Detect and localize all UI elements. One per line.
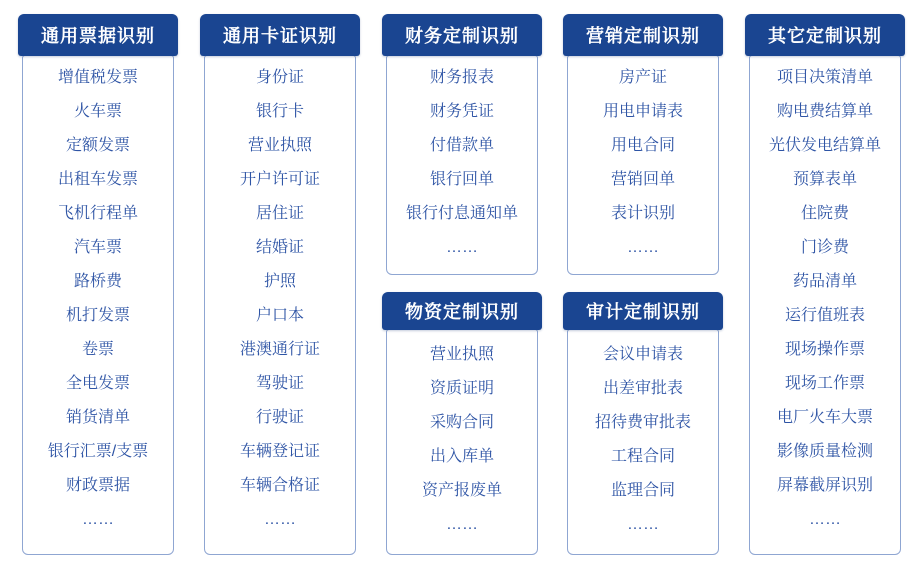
list-item: 增值税发票 [57, 69, 138, 86]
panel-header-audit-custom: 审计定制识别 [563, 292, 723, 330]
list-item: 药品清单 [792, 273, 857, 290]
ellipsis-item: …… [627, 239, 659, 256]
ellipsis-item: …… [809, 511, 841, 528]
list-item: 监理合同 [610, 482, 675, 499]
list-item: 付借款单 [429, 137, 494, 154]
list-item: 项目决策清单 [776, 69, 873, 86]
list-item: 驾驶证 [255, 375, 304, 392]
list-item: 营业执照 [429, 346, 494, 363]
panel-other-custom [745, 14, 905, 555]
list-item: 火车票 [73, 103, 122, 120]
list-item: 门诊费 [800, 239, 849, 256]
list-item: 用电申请表 [602, 103, 683, 120]
panel-header-finance-custom: 财务定制识别 [382, 14, 542, 56]
list-item: 定额发票 [65, 137, 130, 154]
list-item: 财政票据 [65, 477, 130, 494]
list-item: 银行回单 [429, 171, 494, 188]
list-item: 用电合同 [610, 137, 675, 154]
panel-body-audit-custom [567, 329, 719, 555]
panel-marketing-custom [563, 14, 723, 275]
panel-body-material-custom [386, 329, 538, 555]
list-item: 资质证明 [429, 380, 494, 397]
list-item: 营业执照 [247, 137, 312, 154]
list-item: 会议申请表 [602, 346, 683, 363]
list-item: 出入库单 [429, 448, 494, 465]
list-item: 现场操作票 [784, 341, 865, 358]
list-item: 户口本 [255, 307, 304, 324]
list-item: 光伏发电结算单 [768, 137, 881, 154]
list-item: 屏幕截屏识别 [776, 477, 873, 494]
panel-body-marketing-custom [567, 55, 719, 275]
list-item: 影像质量检测 [776, 443, 873, 460]
list-item: 购电费结算单 [776, 103, 873, 120]
list-item: 车辆登记证 [239, 443, 320, 460]
list-item: 路桥费 [73, 273, 122, 290]
panel-body-finance-custom [386, 55, 538, 275]
list-item: 营销回单 [610, 171, 675, 188]
panel-header-general-invoice: 通用票据识别 [18, 14, 178, 56]
ellipsis-item: …… [446, 516, 478, 533]
panel-audit-custom [563, 292, 723, 555]
list-item: 电厂火车大票 [776, 409, 873, 426]
panel-body-other-custom [749, 55, 901, 555]
panel-body-general-invoice [22, 55, 174, 555]
list-item: 银行付息通知单 [405, 205, 518, 222]
list-item: 车辆合格证 [239, 477, 320, 494]
ellipsis-item: …… [446, 239, 478, 256]
panel-header-other-custom: 其它定制识别 [745, 14, 905, 56]
list-item: 汽车票 [73, 239, 122, 256]
list-item: 表计识别 [610, 205, 675, 222]
list-item: 卷票 [81, 341, 114, 358]
ellipsis-item: …… [627, 516, 659, 533]
list-item: 财务凭证 [429, 103, 494, 120]
list-item: 财务报表 [429, 69, 494, 86]
panel-material-custom [382, 292, 542, 555]
list-item: 全电发票 [65, 375, 130, 392]
ellipsis-item: …… [82, 511, 114, 528]
list-item: 结婚证 [255, 239, 304, 256]
list-item: 采购合同 [429, 414, 494, 431]
panel-body-general-card [204, 55, 356, 555]
panel-finance-custom [382, 14, 542, 275]
ellipsis-item: …… [264, 511, 296, 528]
list-item: 机打发票 [65, 307, 130, 324]
list-item: 销货清单 [65, 409, 130, 426]
list-item: 银行汇票/支票 [47, 443, 149, 460]
list-item: 港澳通行证 [239, 341, 320, 358]
list-item: 运行值班表 [784, 307, 865, 324]
panel-general-card [200, 14, 360, 555]
list-item: 行驶证 [255, 409, 304, 426]
list-item: 房产证 [618, 69, 667, 86]
list-item: 出租车发票 [57, 171, 138, 188]
panel-header-marketing-custom: 营销定制识别 [563, 14, 723, 56]
list-item: 招待费审批表 [594, 414, 691, 431]
list-item: 飞机行程单 [57, 205, 138, 222]
list-item: 现场工作票 [784, 375, 865, 392]
list-item: 护照 [263, 273, 296, 290]
list-item: 工程合同 [610, 448, 675, 465]
panel-header-general-card: 通用卡证识别 [200, 14, 360, 56]
list-item: 银行卡 [255, 103, 304, 120]
list-item: 出差审批表 [602, 380, 683, 397]
list-item: 身份证 [255, 69, 304, 86]
list-item: 开户许可证 [239, 171, 320, 188]
list-item: 住院费 [800, 205, 849, 222]
list-item: 居住证 [255, 205, 304, 222]
panel-header-material-custom: 物资定制识别 [382, 292, 542, 330]
list-item: 预算表单 [792, 171, 857, 188]
list-item: 资产报废单 [421, 482, 502, 499]
panel-general-invoice [18, 14, 178, 555]
